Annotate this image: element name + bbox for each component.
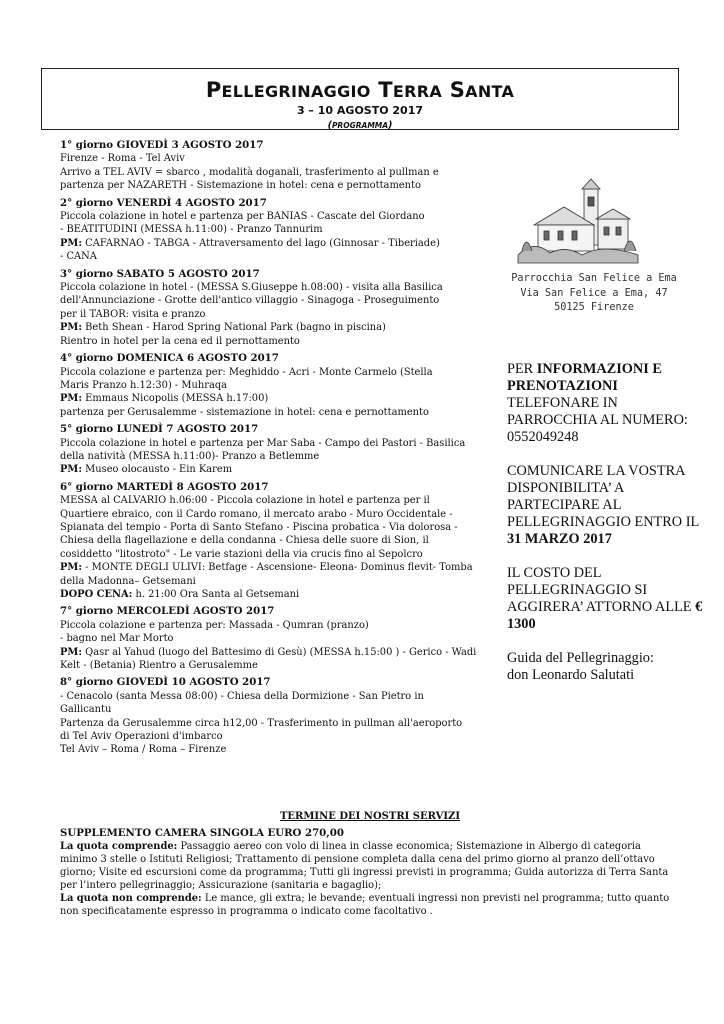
quota-non-comprende: La quota non comprende: Le mance, gli extra; le bevande; eventuali ingressi non previsti nel programma; tutto quanto non specificatamente espresso in programma o indicato come facoltativo . xyxy=(60,893,670,917)
day-line: - Cenacolo (santa Messa 08:00) - Chiesa della Dormizione - San Pietro in xyxy=(60,690,424,702)
parish-street: Via San Felice a Ema, 47 xyxy=(520,287,668,299)
supplement-line: SUPPLEMENTO CAMERA SINGOLA EURO 270,00 xyxy=(60,827,344,839)
day-line: Rientro in hotel per la cena ed il pernottamento xyxy=(60,335,300,347)
day-line: Maris Pranzo h.12:30) - Muhraqa xyxy=(60,379,228,391)
day-block xyxy=(60,605,480,672)
day-block xyxy=(60,352,480,419)
day-line: di Tel Aviv Operazioni d'imbarco xyxy=(60,731,223,743)
terms-section xyxy=(60,810,680,918)
day-line: Arrivo a TEL AVIV = sbarco , modalità doganali, trasferimento al pullman e xyxy=(60,166,439,178)
itinerary xyxy=(60,139,480,761)
day-line: per il TABOR: visita e pranzo xyxy=(60,308,206,320)
day-line: Piccola colazione in hotel - (MESSA S.Giuseppe h.08:00) - visita alla Basilica xyxy=(60,282,443,294)
day-line: Piccola colazione in hotel e partenza per Mar Saba - Campo dei Pastori - Basilica xyxy=(60,437,466,449)
document-title: PELLEGRINAGGIO TERRA SANTA xyxy=(205,78,515,102)
day-heading: 2° giorno VENERDÌ 4 AGOSTO 2017 xyxy=(60,196,267,209)
day-line: della Madonna– Getsemani xyxy=(60,575,196,587)
day-line: PM: Qasr al Yahud (luogo del Battesimo di Gesù) (MESSA h.15:00 ) - Gerico - Wadi xyxy=(60,646,477,658)
day-heading: 5° giorno LUNEDÌ 7 AGOSTO 2017 xyxy=(60,423,259,436)
title-box xyxy=(41,68,679,130)
day-line: Quartiere ebraico, con il Cardo romano, il mercato arabo - Muro Occidentale - xyxy=(60,508,453,520)
day-heading: 8° giorno GIOVEDÌ 10 AGOSTO 2017 xyxy=(60,676,271,689)
day-line: Chiesa della flagellazione e della condanna - Chiesa delle suore di Sion, il xyxy=(60,535,429,547)
day-line: - bagno nel Mar Morto xyxy=(60,633,174,645)
day-line: partenza per Gerusalemme - sistemazione in hotel: cena e pernottamento xyxy=(60,406,429,418)
day-heading: 7° giorno MERCOLEDÌ AGOSTO 2017 xyxy=(60,605,275,618)
day-block xyxy=(60,139,480,193)
day-line: Piccola colazione in hotel e partenza per BANIAS - Cascate del Giordano xyxy=(60,211,425,223)
day-line: Kelt - (Betania) Rientro a Gerusalemme xyxy=(60,660,258,672)
day-line: DOPO CENA: h. 21:00 Ora Santa al Getsemani xyxy=(60,589,300,600)
day-line: - CANA xyxy=(60,251,97,263)
quota-comprende: La quota comprende: Passaggio aereo con volo di linea in classe economica; Sistemazione in Albergo di categoria minimo 3 stelle o Istituti Religiosi; Trattamento di pensione completa dalla cena del primo giorno al pranzo dell’ottavo giorno; Visite ed escursioni come da programma; Tutti gli ingressi previsti in programma; Guida autorizza di Terra Santa per l’intero pellegrinaggio; Assicurazione (sanitaria e bagaglio); xyxy=(60,841,669,891)
day-line: PM: CAFARNAO - TABGA - Attraversamento del lago (Ginnosar - Tiberiade) xyxy=(60,237,440,249)
day-line: PM: Emmaus Nicopolis (MESSA h.17:00) xyxy=(60,393,269,405)
info-cost: IL COSTO DEL PELLEGRINAGGIO SI AGGIRERA’ ATTORNO ALLE € 1300 xyxy=(507,565,703,632)
day-line: PM: Museo olocausto - Ein Karem xyxy=(60,464,233,476)
day-line: cosiddetto "litostroto" - Le varie stazioni della via crucis fino al Sepolcro xyxy=(60,548,423,560)
parish-city: 50125 Firenze xyxy=(554,302,634,313)
info-panel xyxy=(507,361,707,701)
day-heading: 4° giorno DOMENICA 6 AGOSTO 2017 xyxy=(60,352,279,365)
day-heading: 1° giorno GIOVEDÌ 3 AGOSTO 2017 xyxy=(60,139,264,151)
info-deadline: COMUNICARE LA VOSTRA DISPONIBILITA’ A PARTECIPARE AL PELLEGRINAGGIO ENTRO IL 31 MARZO 2017 xyxy=(507,463,699,547)
day-block xyxy=(60,268,480,348)
trip-dates: 3 – 10 AGOSTO 2017 xyxy=(296,104,424,117)
info-contact: PER INFORMAZIONI E PRENOTAZIONI TELEFONARE IN PARROCCHIA AL NUMERO: 0552049248 xyxy=(507,361,688,445)
day-line: PM: Beth Shean - Harod Spring National Park (bagno in piscina) xyxy=(60,322,386,334)
day-line: - BEATITUDINI (MESSA h.11:00) - Pranzo Tannurim xyxy=(60,224,323,236)
day-line: Piccola colazione e partenza per: Meghiddo - Acri - Monte Carmelo (Stella xyxy=(60,366,433,378)
programma-subtitle: (PROGRAMMA) xyxy=(327,120,393,131)
day-heading: 6° giorno MARTEDÌ 8 AGOSTO 2017 xyxy=(60,480,269,493)
day-line: della natività (MESSA h.11:00)- Pranzo a Betlemme xyxy=(60,450,320,462)
parish-address xyxy=(484,272,704,316)
church-illustration xyxy=(514,175,642,267)
day-line: Gallicantu xyxy=(60,704,112,716)
day-line: Spianata del tempio - Porta di Santo Stefano - Piscina probatica - Via dolorosa - xyxy=(60,521,458,533)
day-line: dell'Annunciazione - Grotte dell'antico villaggio - Sinagoga - Proseguimento xyxy=(60,295,440,307)
day-line: Piccola colazione e partenza per: Massada - Qumran (pranzo) xyxy=(60,619,369,631)
day-block xyxy=(60,197,480,264)
day-line: partenza per NAZARETH - Sistemazione in hotel: cena e pernottamento xyxy=(60,180,421,192)
day-line: Firenze - Roma - Tel Aviv xyxy=(60,153,185,165)
day-line: PM: - MONTE DEGLI ULIVI: Betfage - Ascensione- Eleona- Dominus flevit- Tomba xyxy=(60,562,473,574)
info-guide: Guida del Pellegrinaggio: don Leonardo Salutati xyxy=(507,650,654,683)
day-block xyxy=(60,423,480,477)
day-line: Partenza da Gerusalemme circa h12,00 - Trasferimento in pullman all'aeroporto xyxy=(60,717,463,729)
termine-heading: TERMINE DEI NOSTRI SERVIZI xyxy=(279,811,460,822)
day-block xyxy=(60,481,480,602)
day-block xyxy=(60,676,480,756)
day-line: MESSA al CALVARIO h.06:00 - Piccola colazione in hotel e partenza per il xyxy=(60,495,430,507)
day-heading: 3° giorno SABATO 5 AGOSTO 2017 xyxy=(60,267,260,280)
parish-name: Parrocchia San Felice a Ema xyxy=(511,273,677,284)
day-line: Tel Aviv – Roma / Roma – Firenze xyxy=(60,744,227,756)
